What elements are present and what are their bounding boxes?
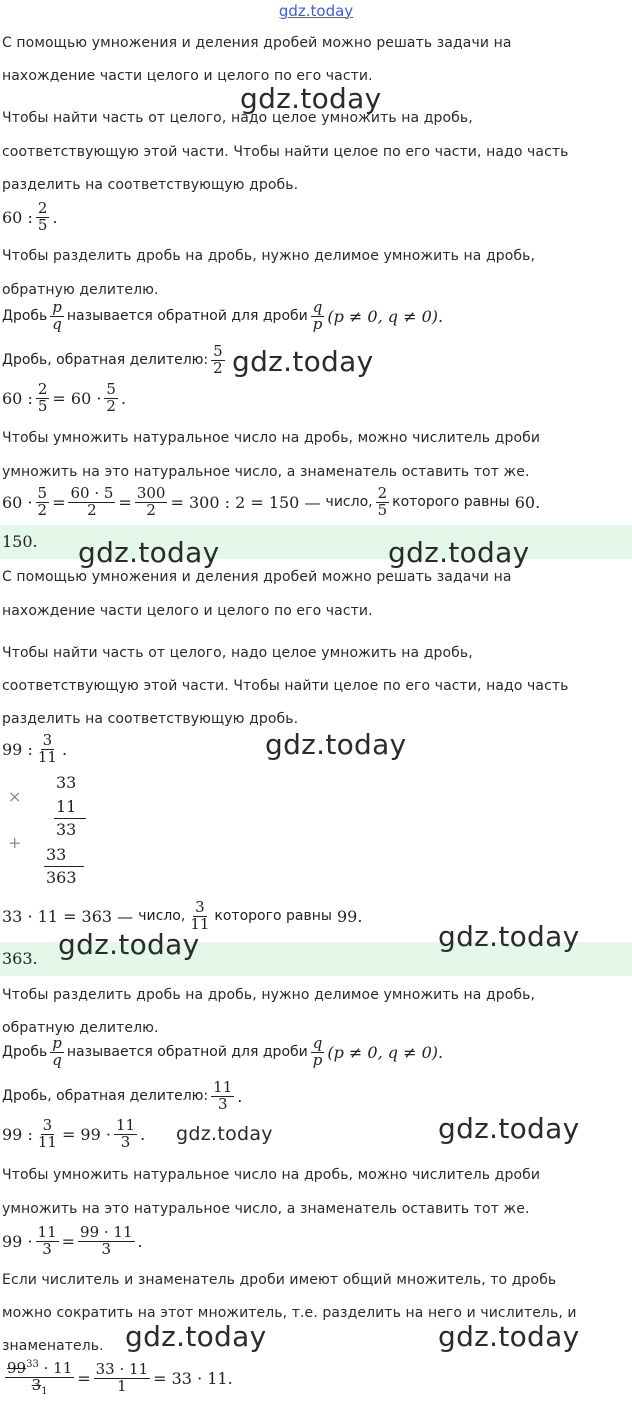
p2-text-line: соответствующую этой части. Чтобы найти целое по его части, надо часть <box>2 144 569 160</box>
watermark-text: gdz.today <box>265 728 407 761</box>
expression-60-times-result: 60 · $\frac{5}{2}$ = $\frac{60 \cdot 5}{2}$ = $\frac{300}{2}$ = 300 : 2 = 150 — число, $\frac{2}{5}$ которого равны 60. <box>2 484 541 519</box>
p3-text-line: обратную делителю. <box>2 282 159 298</box>
watermark-text: gdz.today <box>78 536 220 569</box>
watermark-text: gdz.today <box>438 1112 580 1145</box>
p2-text-line: разделить на соответствующую дробь. <box>2 177 299 193</box>
p2-text-line: Чтобы найти часть от целого, надо целое умножить на дробь, <box>2 645 473 661</box>
expression-cancellation: $\frac{99^{33} \cdot 11}{3_1}$ = $\frac{33 \cdot 11}{1}$ = 33 · 11. <box>7 1359 233 1397</box>
header-site-link[interactable]: gdz.today <box>278 2 354 20</box>
reciprocal-definition: Дробь $\frac{p}{q}$ называется обратной для дроби $\frac{q}{p}$ (p ≠ 0, q ≠ 0). <box>2 1034 444 1069</box>
answer-value: 150. <box>2 532 38 551</box>
watermark-text: gdz.today <box>232 345 374 378</box>
watermark-text: gdz.today <box>58 928 200 961</box>
watermark-text: gdz.today <box>125 1320 267 1353</box>
p2-text-line: Чтобы найти часть от целого, надо целое умножить на дробь, <box>2 110 473 126</box>
expression-99-div-3-11: 99 : $\frac{3}{11}$ . <box>2 731 68 766</box>
inverse-divisor-line: Дробь, обратная делителю: $\frac{5}{2}$ <box>2 342 223 377</box>
expression-60-div-equals: 60 : $\frac{2}{5}$ = 60 · $\frac{5}{2}$ . <box>2 380 127 415</box>
p2-text-line: разделить на соответствующую дробь. <box>2 711 299 727</box>
p1-text-line: Чтобы разделить дробь на дробь, нужно делимое умножить на дробь, <box>2 987 536 1003</box>
expression-60-div-2-5: 60 : $\frac{2}{5}$ . <box>2 199 58 234</box>
watermark-text: gdz.today <box>176 1123 273 1145</box>
p1-text-line: С помощью умножения и деления дробей можно решать задачи на <box>2 35 512 51</box>
reciprocal-definition: Дробь $\frac{p}{q}$ называется обратной для дроби $\frac{q}{p}$ (p ≠ 0, q ≠ 0). <box>2 298 444 333</box>
inverse-divisor-line: Дробь, обратная делителю: $\frac{11}{3}$ . <box>2 1078 243 1113</box>
p1-text-line: обратную делителю. <box>2 1020 159 1036</box>
p2-text-line: умножить на это натуральное число, а знаменатель оставить тот же. <box>2 1201 530 1217</box>
p1-text-line: нахождение части целого и целого по его части. <box>2 603 373 619</box>
p4-text-line: Чтобы умножить натуральное число на дробь, можно числитель дроби <box>2 430 541 446</box>
p3-text-line: Чтобы разделить дробь на дробь, нужно делимое умножить на дробь, <box>2 248 536 264</box>
p4-text-line: умножить на это натуральное число, а знаменатель оставить тот же. <box>2 464 530 480</box>
expression-99-div-equals: 99 : $\frac{3}{11}$ = 99 · $\frac{11}{3}$ . <box>2 1116 146 1151</box>
watermark-text: gdz.today <box>388 536 530 569</box>
watermark-text: gdz.today <box>438 920 580 953</box>
expression-99-times-11-3: 99 · $\frac{11}{3}$ = $\frac{99 \cdot 11}{3}$ . <box>2 1223 143 1258</box>
watermark-text: gdz.today <box>438 1320 580 1353</box>
p2-text-line: Чтобы умножить натуральное число на дробь, можно числитель дроби <box>2 1167 541 1183</box>
p1-text-line: С помощью умножения и деления дробей можно решать задачи на <box>2 569 512 585</box>
answer-value: 363. <box>2 949 38 968</box>
p3-text-line: Если числитель и знаменатель дроби имеют общий множитель, то дробь <box>2 1272 557 1288</box>
p3-text-line: можно сократить на этот множитель, т.е. разделить на него и числитель, и <box>2 1305 577 1321</box>
watermark-text: gdz.today <box>240 82 382 115</box>
p3-text-line: знаменатель. <box>2 1338 104 1354</box>
expression-33-times-11: 33 · 11 = 363 — число, $\frac{3}{11}$ которого равны 99. <box>2 898 363 933</box>
p1-text-line: нахождение части целого и целого по его части. <box>2 68 373 84</box>
p2-text-line: соответствующую этой части. Чтобы найти целое по его части, надо часть <box>2 678 569 694</box>
